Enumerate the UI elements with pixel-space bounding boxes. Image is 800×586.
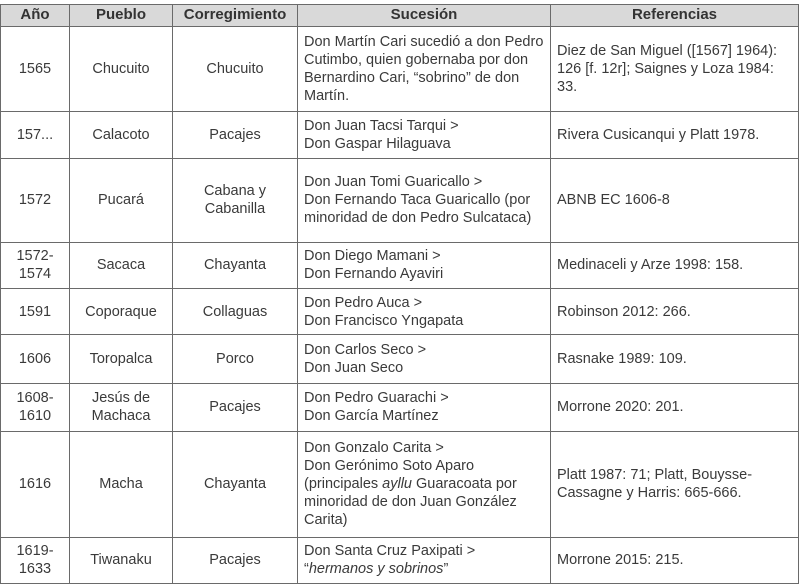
cell-corregimiento: Chayanta <box>173 431 298 537</box>
cell-succession <box>298 289 551 335</box>
cell-succession <box>298 242 551 288</box>
header-corregimiento: Corregimiento <box>173 5 298 27</box>
cell-town: Macha <box>70 431 173 537</box>
succession-line: Don Gerónimo Soto Aparo <box>304 458 475 475</box>
succession-line: Don Juan Seco <box>304 359 404 376</box>
cell-year: 1572-1574 <box>1 242 70 288</box>
table-row <box>1 335 799 383</box>
succession-table <box>0 4 799 584</box>
cell-references: Morrone 2020: 201. <box>551 383 799 431</box>
succession-line: Don Fernando Ayaviri <box>304 266 444 283</box>
cell-references: Diez de San Miguel ([1567] 1964): 126 [f. 12r]; Saignes y Loza 1984: 33. <box>551 27 799 112</box>
cell-town: Sacaca <box>70 242 173 288</box>
table-row <box>1 289 799 335</box>
cell-references: Medinaceli y Arze 1998: 158. <box>551 242 799 288</box>
cell-succession <box>298 335 551 383</box>
cell-town: Toropalca <box>70 335 173 383</box>
succession-note-italic: ayllu <box>382 476 412 493</box>
table-row <box>1 383 799 431</box>
table-row <box>1 27 799 112</box>
cell-year: 1619-1633 <box>1 537 70 583</box>
succession-line: Don Gaspar Hilaguava <box>304 135 451 152</box>
cell-references: Rasnake 1989: 109. <box>551 335 799 383</box>
succession-italic-text: hermanos y sobrinos <box>308 561 444 578</box>
cell-town: Pucará <box>70 158 173 242</box>
cell-references: ABNB EC 1606-8 <box>551 158 799 242</box>
succession-line: Don Pedro Guarachi > <box>304 390 449 407</box>
table-row <box>1 431 799 537</box>
cell-year: 1616 <box>1 431 70 537</box>
cell-town: Calacoto <box>70 112 173 158</box>
succession-note-start: (principales <box>304 476 383 493</box>
header-references: Referencias <box>551 5 799 27</box>
succession-line: Don Carlos Seco > <box>304 341 427 358</box>
cell-year: 1606 <box>1 335 70 383</box>
cell-succession: Don Martín Cari sucedió a don Pedro Cutimbo, quien gobernaba por don Bernardino Cari, “sobrino” de don Martín. <box>298 27 551 112</box>
table-row <box>1 158 799 242</box>
cell-town: Tiwanaku <box>70 537 173 583</box>
succession-line: Don Francisco Yngapata <box>304 312 464 329</box>
cell-town: Jesús de Machaca <box>70 383 173 431</box>
cell-corregimiento: Pacajes <box>173 537 298 583</box>
cell-succession <box>298 537 551 583</box>
cell-succession <box>298 383 551 431</box>
cell-references: Platt 1987: 71; Platt, Bouysse-Cassagne y Harris: 665-666. <box>551 431 799 537</box>
header-town: Pueblo <box>70 5 173 27</box>
quote-close: ” <box>443 561 449 578</box>
cell-corregimiento: Pacajes <box>173 383 298 431</box>
succession-line: Don Diego Mamani > <box>304 248 441 265</box>
header-succession: Sucesión <box>298 5 551 27</box>
succession-line-italic <box>304 560 544 578</box>
header-year: Año <box>1 5 70 27</box>
cell-references: Rivera Cusicanqui y Platt 1978. <box>551 112 799 158</box>
cell-references: Robinson 2012: 266. <box>551 289 799 335</box>
cell-corregimiento: Porco <box>173 335 298 383</box>
table-row <box>1 242 799 288</box>
succession-line: Don Juan Tomi Guaricallo > <box>304 173 483 190</box>
cell-year: 1565 <box>1 27 70 112</box>
cell-succession <box>298 158 551 242</box>
cell-corregimiento: Cabana y Cabanilla <box>173 158 298 242</box>
cell-year: 1591 <box>1 289 70 335</box>
succession-line: Don Gonzalo Carita > <box>304 439 444 456</box>
cell-year: 1572 <box>1 158 70 242</box>
table-row <box>1 112 799 158</box>
succession-line: Don Santa Cruz Paxipati > <box>304 543 476 560</box>
succession-line: Don Fernando Taca Guaricallo (por minoridad de don Pedro Sulcataca) <box>304 192 532 227</box>
cell-corregimiento: Chayanta <box>173 242 298 288</box>
succession-note <box>304 476 517 528</box>
succession-line: Don García Martínez <box>304 408 439 425</box>
succession-line: Don Juan Tacsi Tarqui > <box>304 117 459 134</box>
cell-town: Chucuito <box>70 27 173 112</box>
table-row <box>1 537 799 583</box>
cell-town: Coporaque <box>70 289 173 335</box>
cell-succession <box>298 112 551 158</box>
cell-corregimiento: Pacajes <box>173 112 298 158</box>
cell-year: 157... <box>1 112 70 158</box>
quote-open: “ <box>304 561 309 578</box>
cell-year: 1608-1610 <box>1 383 70 431</box>
succession-line: Don Pedro Auca > <box>304 294 423 311</box>
cell-corregimiento: Chucuito <box>173 27 298 112</box>
header-row <box>1 5 799 27</box>
cell-corregimiento: Collaguas <box>173 289 298 335</box>
cell-references: Morrone 2015: 215. <box>551 537 799 583</box>
succession-note-end: Guaracoata por minoridad de don Juan González Carita) <box>304 476 517 529</box>
cell-succession <box>298 431 551 537</box>
